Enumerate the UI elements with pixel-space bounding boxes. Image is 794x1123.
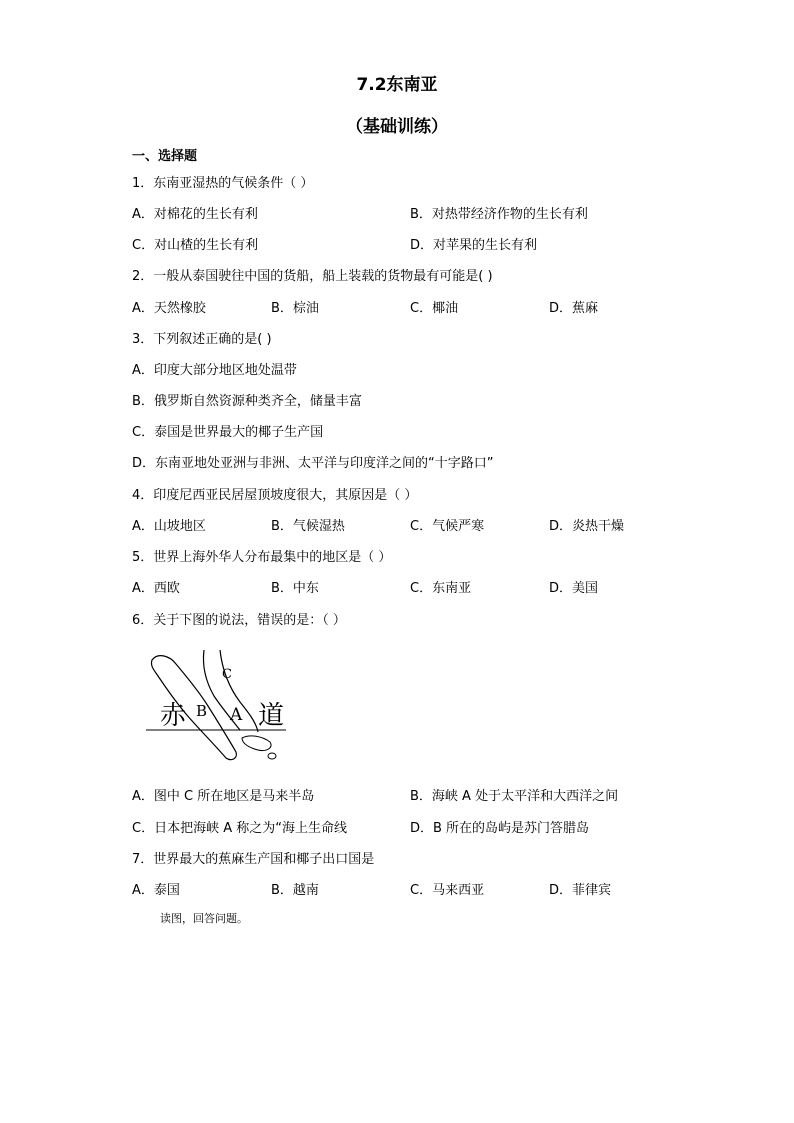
option: C．椰油 xyxy=(410,301,459,316)
question-stem: 6．关于下图的说法，错误的是：（ ） xyxy=(132,613,346,628)
option: D．炎热干燥 xyxy=(549,519,625,534)
question-stem: 5．世界上海外华人分布最集中的地区是（ ） xyxy=(132,550,392,565)
option: D．东南亚地处亚洲与非洲、太平洋与印度洋之间的“十字路口” xyxy=(132,456,494,471)
option: D．菲律宾 xyxy=(549,883,612,898)
option: C．泰国是世界最大的椰子生产国 xyxy=(132,425,324,440)
map-label-c: C xyxy=(222,667,232,682)
question-stem: 7．世界最大的蕉麻生产国和椰子出口国是 xyxy=(132,852,375,867)
question-stem: 2．一般从泰国驶往中国的货船，船上装载的货物最有可能是( ) xyxy=(132,269,493,284)
option: C．日本把海峡 A 称之为“海上生命线 xyxy=(132,821,347,836)
option: A．泰国 xyxy=(132,883,180,898)
option: A．天然橡胶 xyxy=(132,301,206,316)
map-label-a: A xyxy=(230,705,243,725)
small-island xyxy=(268,753,276,759)
option: C．东南亚 xyxy=(410,581,472,596)
map-label-chi: 赤 xyxy=(160,701,187,731)
option: B．俄罗斯自然资源种类齐全，储量丰富 xyxy=(132,394,362,409)
option: C．马来西亚 xyxy=(410,883,485,898)
option: A．对棉花的生长有利 xyxy=(132,207,258,222)
section-heading: 一、选择题 xyxy=(132,149,198,164)
map-label-dao: 道 xyxy=(258,701,285,731)
option: A．山坡地区 xyxy=(132,519,206,534)
option: B．气候湿热 xyxy=(271,519,345,534)
map-label-b: B xyxy=(196,702,208,720)
small-island xyxy=(242,736,271,751)
option: B．对热带经济作物的生长有利 xyxy=(410,207,588,222)
strait-map xyxy=(146,646,286,766)
option: A．印度大部分地区地处温带 xyxy=(132,363,297,378)
option: D．蕉麻 xyxy=(549,301,599,316)
page-subtitle: （基础训练） xyxy=(346,117,448,137)
option: C．气候严寒 xyxy=(410,519,485,534)
option: A．图中 C 所在地区是马来半岛 xyxy=(132,789,315,804)
option: D．B 所在的岛屿是苏门答腊岛 xyxy=(410,821,590,836)
question-stem: 4．印度尼西亚民居屋顶坡度很大，其原因是（ ） xyxy=(132,488,418,503)
option: B．越南 xyxy=(271,883,319,898)
option: B．棕油 xyxy=(271,301,319,316)
question-stem: 1．东南亚湿热的气候条件（ ） xyxy=(132,176,314,191)
option: B．海峡 A 处于太平洋和大西洋之间 xyxy=(410,789,619,804)
option: A．西欧 xyxy=(132,581,180,596)
option: D．对苹果的生长有利 xyxy=(410,238,538,253)
option: B．中东 xyxy=(271,581,319,596)
option: D．美国 xyxy=(549,581,599,596)
option: C．对山楂的生长有利 xyxy=(132,238,259,253)
question-stem: 3．下列叙述正确的是( ) xyxy=(132,332,272,347)
instruction-note: 读图，回答问题。 xyxy=(160,912,248,925)
page-title: 7.2东南亚 xyxy=(356,75,438,95)
